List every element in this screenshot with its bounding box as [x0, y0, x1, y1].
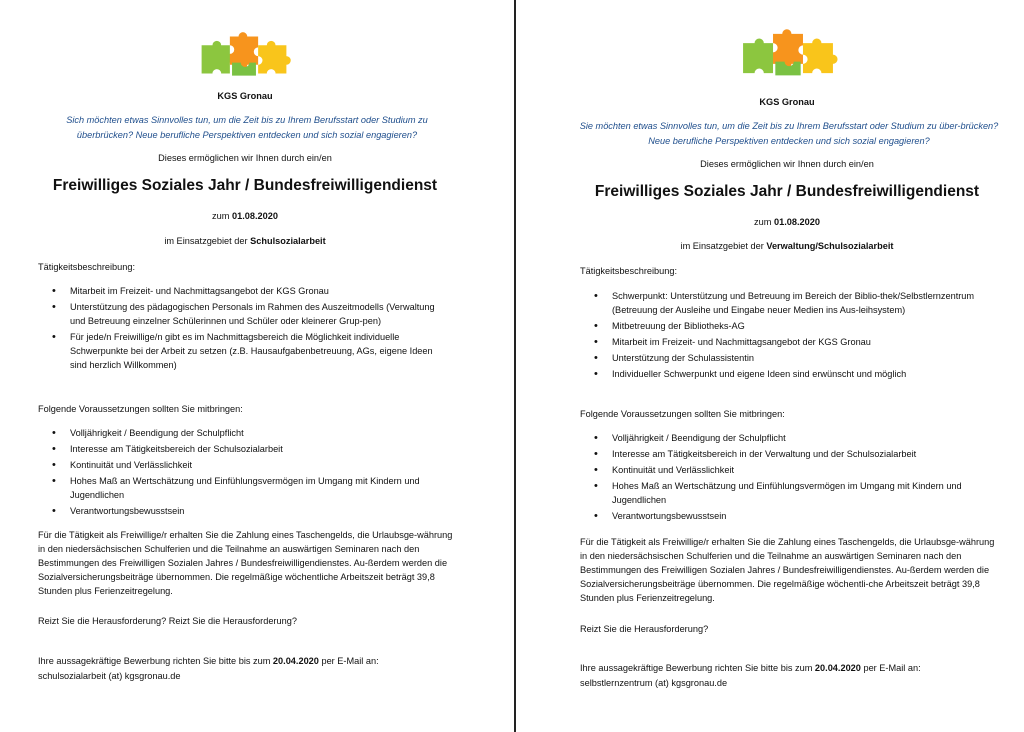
- requirements-heading: Folgende Voraussetzungen sollten Sie mitbringen:: [38, 404, 243, 414]
- list-item: • Für jede/n Freiwillige/n gibt es im Nachmittagsbereich die Möglichkeit individuelle Schwerpunkte bei der Arbeit zu setzen (z.B. Hausaufgabenbetreuung, AGs, eigene Ideen sind herzlich Willkommen): [50, 330, 450, 372]
- intro-text: Sich möchten etwas Sinnvolles tun, um die Zeit bis zu Ihrem Berufsstart oder Studium zu überbrücken? Neue berufliche Perspektiven entdecken und sich sozial engagieren?: [66, 115, 428, 140]
- challenge-text: Reizt Sie die Herausforderung? Reizt Sie die Herausforderung?: [38, 616, 297, 626]
- list-item: • Volljährigkeit / Beendigung der Schulpflicht: [592, 431, 1002, 445]
- apply-text: Ihre aussagekräftige Bewerbung richten Sie bitte bis zum 20.04.2020 per E-Mail an:: [38, 656, 379, 666]
- page-divider: [514, 0, 516, 732]
- requirements-list: [50, 426, 455, 520]
- org-name: KGS Gronau: [759, 97, 815, 107]
- offer-text: Dieses ermöglichen wir Ihnen durch ein/en: [158, 153, 332, 163]
- email-address[interactable]: schulsozialarbeit (at) kgsgronau.de: [38, 671, 181, 681]
- tasks-heading: Tätigkeitsbeschreibung:: [580, 266, 678, 276]
- email-address[interactable]: selbstlernzentrum (at) kgsgronau.de: [580, 678, 728, 688]
- work-area: im Einsatzgebiet der Schulsozialarbeit: [164, 236, 326, 246]
- list-item: • Hohes Maß an Wertschätzung und Einfühlungsvermögen im Umgang mit Kindern und Jugendlichen: [50, 474, 455, 502]
- list-item: • Individueller Schwerpunkt und eigene Ideen sind erwünscht und möglich: [592, 367, 1002, 381]
- benefits-text: Für die Tätigkeit als Freiwillige/r erhalten Sie die Zahlung eines Taschengelds, die Urlaubsge-währung in den niedersächsischen Schulferien und die Teilnahme an auswärtigen Seminaren nach den Bestimmungen des Freiwilligen Sozialen Jahres / Bundesfreiwilligendienstes. Au-ßerdem werden die Sozialversicherungsbeiträge übernommen. Die regelmäßige wöchentli-che Arbeitszeit beträgt 39,8 Stunden plus Ferienzeitregelung.: [580, 537, 995, 603]
- list-item: • Volljährigkeit / Beendigung der Schulpflicht: [50, 426, 455, 440]
- apply-text: Ihre aussagekräftige Bewerbung richten Sie bitte bis zum 20.04.2020 per E-Mail an:: [580, 663, 921, 673]
- work-area: im Einsatzgebiet der Verwaltung/Schulsozialarbeit: [680, 241, 894, 251]
- flyer-right: [517, 0, 1024, 732]
- start-date: zum 01.08.2020: [754, 217, 820, 227]
- offer-text: Dieses ermöglichen wir Ihnen durch ein/en: [700, 159, 874, 169]
- page-title: Freiwilliges Soziales Jahr / Bundesfreiwilligendienst: [52, 177, 438, 194]
- tasks-heading: Tätigkeitsbeschreibung:: [38, 262, 136, 272]
- puzzle-logo-icon: [736, 27, 840, 80]
- intro-text: Sie möchten etwas Sinnvolles tun, um die Zeit bis zu Ihrem Berufsstart oder Studium zu über-brücken? Neue berufliche Perspektiven entdecken und sich sozial engagieren?: [579, 121, 999, 146]
- puzzle-logo-icon: [195, 30, 293, 80]
- challenge-text: Reizt Sie die Herausforderung?: [580, 624, 709, 634]
- tasks-list: [50, 284, 450, 374]
- list-item: • Mitarbeit im Freizeit- und Nachmittagsangebot der KGS Gronau: [50, 284, 450, 298]
- list-item: • Kontinuität und Verlässlichkeit: [592, 463, 1002, 477]
- requirements-heading: Folgende Voraussetzungen sollten Sie mitbringen:: [580, 409, 785, 419]
- list-item: • Mitarbeit im Freizeit- und Nachmittagsangebot der KGS Gronau: [592, 335, 1002, 349]
- list-item: • Verantwortungsbewusstsein: [50, 504, 455, 518]
- benefits-text: Für die Tätigkeit als Freiwillige/r erhalten Sie die Zahlung eines Taschengelds, die Urlaubsge-währung in den niedersächsischen Schulferien und die Teilnahme an auswärtigen Seminaren nach den Bestimmungen des Freiwilligen Sozialen Jahres / Bundesfreiwilligendienstes. Au-ßerdem werden die Sozialversicherungsbeiträge übernommen. Die regelmäßige wöchentliche Arbeitszeit beträgt 39,8 Stunden plus Ferienzeitregelung.: [38, 530, 453, 596]
- org-name: KGS Gronau: [217, 91, 273, 101]
- list-item: • Hohes Maß an Wertschätzung und Einfühlungsvermögen im Umgang mit Kindern und Jugendlichen: [592, 479, 1002, 507]
- list-item: • Kontinuität und Verlässlichkeit: [50, 458, 455, 472]
- requirements-list: [592, 431, 1002, 525]
- list-item: • Interesse am Tätigkeitsbereich in der Verwaltung und der Schulsozialarbeit: [592, 447, 1002, 461]
- tasks-list: [592, 289, 1002, 383]
- list-item: • Unterstützung des pädagogischen Personals im Rahmen des Auszeitmodells (Verwaltung und Betreuung einzelner Schülerinnen und Schüler oder kleinerer Grup-pen): [50, 300, 450, 328]
- start-date: zum 01.08.2020: [212, 211, 278, 221]
- list-item: • Verantwortungsbewusstsein: [592, 509, 1002, 523]
- list-item: • Unterstützung der Schulassistentin: [592, 351, 1002, 365]
- list-item: • Interesse am Tätigkeitsbereich der Schulsozialarbeit: [50, 442, 455, 456]
- list-item: • Mitbetreuung der Bibliotheks-AG: [592, 319, 1002, 333]
- list-item: • Schwerpunkt: Unterstützung und Betreuung im Bereich der Biblio-thek/Selbstlernzentrum (Betreuung der Ausleihe und Eingabe neuer Medien ins Aus-leihsystem): [592, 289, 1002, 317]
- page-title: Freiwilliges Soziales Jahr / Bundesfreiwilligendienst: [594, 183, 980, 200]
